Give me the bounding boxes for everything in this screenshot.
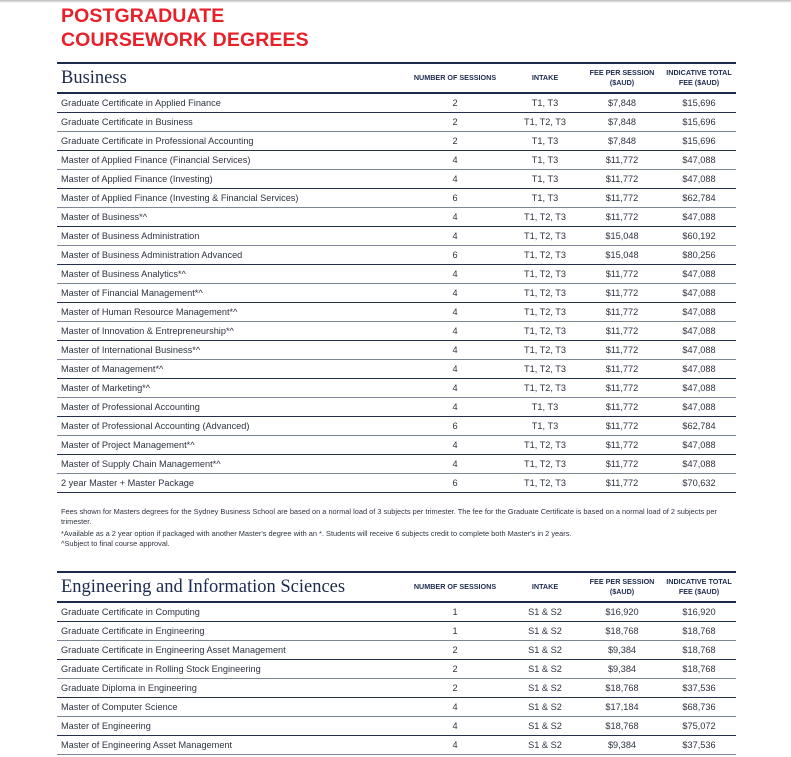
fee-per-session-cell: $11,772 xyxy=(605,212,639,222)
intake-cell: T1, T2, T3 xyxy=(523,345,567,355)
table-row xyxy=(57,602,736,622)
total-fee-cell: $47,088 xyxy=(682,326,716,336)
column-header-sessions: NUMBER OF SESSIONS xyxy=(413,73,497,82)
intake-cell: T1, T2, T3 xyxy=(523,307,567,317)
table-row xyxy=(57,151,736,170)
course-name-cell: Master of Business Analytics*^ xyxy=(61,269,186,279)
total-fee-cell: $47,088 xyxy=(682,383,716,393)
course-name-cell: Master of Engineering Asset Management xyxy=(61,740,233,750)
course-name-cell: Master of Human Resource Management*^ xyxy=(61,307,238,317)
course-name-cell: Master of Business*^ xyxy=(61,212,148,222)
table-row xyxy=(57,208,736,227)
total-fee-cell: $80,256 xyxy=(682,250,716,260)
course-name-cell: Master of Applied Finance (Investing) xyxy=(61,174,213,184)
intake-cell: S1 & S2 xyxy=(528,607,562,617)
sessions-cell: 4 xyxy=(452,740,458,750)
fee-per-session-cell: $11,772 xyxy=(605,193,639,203)
fee-per-session-cell: $7,848 xyxy=(607,98,637,108)
fee-per-session-cell: $18,768 xyxy=(605,626,639,636)
intake-cell: T1, T2, T3 xyxy=(523,459,567,469)
fee-per-session-cell: $11,772 xyxy=(605,345,639,355)
course-name-cell: Graduate Diploma in Engineering xyxy=(61,683,197,693)
fee-per-session-cell: $9,384 xyxy=(607,740,637,750)
sessions-cell: 4 xyxy=(452,345,458,355)
total-fee-cell: $37,536 xyxy=(682,740,716,750)
intake-cell: T1, T2, T3 xyxy=(523,117,567,127)
fee-per-session-cell: $15,048 xyxy=(605,250,639,260)
course-name-cell: Graduate Certificate in Engineering xyxy=(61,626,205,636)
table-row xyxy=(57,698,736,717)
sessions-cell: 6 xyxy=(452,478,458,488)
intake-cell: T1, T2, T3 xyxy=(523,326,567,336)
total-fee-cell: $15,696 xyxy=(682,98,716,108)
total-fee-cell: $68,736 xyxy=(682,702,716,712)
column-header-sessions: NUMBER OF SESSIONS xyxy=(413,582,497,591)
intake-cell: S1 & S2 xyxy=(528,645,562,655)
course-name-cell: Master of Project Management*^ xyxy=(61,440,195,450)
sessions-cell: 6 xyxy=(452,193,458,203)
intake-cell: T1, T2, T3 xyxy=(523,288,567,298)
intake-cell: S1 & S2 xyxy=(528,702,562,712)
total-fee-cell: $47,088 xyxy=(682,307,716,317)
fee-per-session-cell: $11,772 xyxy=(605,440,639,450)
course-name-cell: Master of Management*^ xyxy=(61,364,164,374)
table-row xyxy=(57,93,736,113)
column-header-total-fee: INDICATIVE TOTAL FEE ($AUD) xyxy=(666,68,732,87)
course-name-cell: Master of Professional Accounting (Advanced) xyxy=(61,421,250,431)
sessions-cell: 4 xyxy=(452,364,458,374)
course-name-cell: Master of Business Administration xyxy=(61,231,200,241)
column-header-fee-per-session: FEE PER SESSION ($AUD) xyxy=(589,577,655,596)
intake-cell: T1, T2, T3 xyxy=(523,212,567,222)
sessions-cell: 4 xyxy=(452,702,458,712)
total-fee-cell: $47,088 xyxy=(682,440,716,450)
intake-cell: T1, T2, T3 xyxy=(523,478,567,488)
total-fee-cell: $16,920 xyxy=(682,607,716,617)
intake-cell: S1 & S2 xyxy=(528,664,562,674)
table-row xyxy=(57,455,736,474)
total-fee-cell: $62,784 xyxy=(682,193,716,203)
course-name-cell: Graduate Certificate in Engineering Asset Management xyxy=(61,645,286,655)
business-footnotes xyxy=(61,507,741,549)
course-name-cell: Master of Professional Accounting xyxy=(61,402,200,412)
intake-cell: T1, T3 xyxy=(531,193,559,203)
course-name-cell: 2 year Master + Master Package xyxy=(61,478,195,488)
intake-cell: S1 & S2 xyxy=(528,626,562,636)
fee-per-session-cell: $11,772 xyxy=(605,364,639,374)
table-row xyxy=(57,227,736,246)
course-name-cell: Master of Business Administration Advanced xyxy=(61,250,243,260)
fee-per-session-cell: $9,384 xyxy=(607,645,637,655)
footnote-caret: ^Subject to final course approval. xyxy=(61,539,170,548)
sessions-cell: 1 xyxy=(452,626,458,636)
course-name-cell: Master of Financial Management*^ xyxy=(61,288,203,298)
course-name-cell: Master of International Business*^ xyxy=(61,345,201,355)
table-row xyxy=(57,436,736,455)
sessions-cell: 6 xyxy=(452,421,458,431)
course-name-cell: Master of Engineering xyxy=(61,721,151,731)
fee-per-session-cell: $16,920 xyxy=(605,607,639,617)
page-title-line-1: POSTGRADUATE xyxy=(61,5,225,27)
table-row xyxy=(57,717,736,736)
fee-per-session-cell: $11,772 xyxy=(605,402,639,412)
intake-cell: S1 & S2 xyxy=(528,721,562,731)
total-fee-cell: $75,072 xyxy=(682,721,716,731)
intake-cell: T1, T2, T3 xyxy=(523,383,567,393)
sessions-cell: 4 xyxy=(452,440,458,450)
course-name-cell: Graduate Certificate in Professional Accounting xyxy=(61,136,254,146)
table-row xyxy=(57,189,736,208)
sessions-cell: 4 xyxy=(452,269,458,279)
table-row xyxy=(57,265,736,284)
total-fee-cell: $47,088 xyxy=(682,345,716,355)
fee-per-session-cell: $11,772 xyxy=(605,174,639,184)
fee-per-session-cell: $11,772 xyxy=(605,459,639,469)
table-header-row xyxy=(57,63,736,93)
table-row xyxy=(57,322,736,341)
sessions-cell: 2 xyxy=(452,136,458,146)
table-row xyxy=(57,284,736,303)
course-name-cell: Graduate Certificate in Rolling Stock Engineering xyxy=(61,664,261,674)
table-row xyxy=(57,113,736,132)
sessions-cell: 2 xyxy=(452,645,458,655)
fee-per-session-cell: $18,768 xyxy=(605,721,639,731)
sessions-cell: 2 xyxy=(452,98,458,108)
total-fee-cell: $47,088 xyxy=(682,174,716,184)
total-fee-cell: $37,536 xyxy=(682,683,716,693)
sessions-cell: 6 xyxy=(452,250,458,260)
fee-per-session-cell: $11,772 xyxy=(605,288,639,298)
engineering-fees-table xyxy=(57,571,736,755)
table-row xyxy=(57,132,736,151)
table-row xyxy=(57,246,736,265)
fee-per-session-cell: $15,048 xyxy=(605,231,639,241)
intake-cell: T1, T3 xyxy=(531,155,559,165)
column-header-total-fee: INDICATIVE TOTAL FEE ($AUD) xyxy=(666,577,732,596)
course-name-cell: Graduate Certificate in Computing xyxy=(61,607,200,617)
intake-cell: T1, T3 xyxy=(531,136,559,146)
sessions-cell: 2 xyxy=(452,664,458,674)
page-title-line-2: COURSEWORK DEGREES xyxy=(61,29,309,51)
total-fee-cell: $18,768 xyxy=(682,626,716,636)
business-section xyxy=(57,62,736,493)
total-fee-cell: $47,088 xyxy=(682,402,716,412)
intake-cell: S1 & S2 xyxy=(528,683,562,693)
intake-cell: T1, T3 xyxy=(531,421,559,431)
intake-cell: T1, T3 xyxy=(531,174,559,184)
total-fee-cell: $47,088 xyxy=(682,459,716,469)
sessions-cell: 2 xyxy=(452,683,458,693)
intake-cell: T1, T2, T3 xyxy=(523,250,567,260)
table-row xyxy=(57,398,736,417)
table-row xyxy=(57,679,736,698)
total-fee-cell: $47,088 xyxy=(682,288,716,298)
total-fee-cell: $60,192 xyxy=(682,231,716,241)
fee-per-session-cell: $11,772 xyxy=(605,269,639,279)
table-row xyxy=(57,341,736,360)
sessions-cell: 4 xyxy=(452,307,458,317)
fee-per-session-cell: $17,184 xyxy=(605,702,639,712)
course-name-cell: Graduate Certificate in Business xyxy=(61,117,193,127)
footnote-asterisk: *Available as a 2 year option if packaged with another Master's degree with an *. Students will receive 6 subjects credit to complete both Master's in 2 years. xyxy=(61,529,572,538)
section-heading-business: Business xyxy=(61,68,127,88)
footnote-fee-basis: Fees shown for Masters degrees for the Sydney Business School are based on a normal load of 3 subjects per trimester. The fee for the Graduate Certificate is based on a normal load of 2 subjects per trimester. xyxy=(61,507,717,526)
sessions-cell: 4 xyxy=(452,174,458,184)
table-row xyxy=(57,303,736,322)
sessions-cell: 4 xyxy=(452,288,458,298)
table-row xyxy=(57,641,736,660)
sessions-cell: 4 xyxy=(452,459,458,469)
intake-cell: T1, T2, T3 xyxy=(523,269,567,279)
fee-per-session-cell: $11,772 xyxy=(605,326,639,336)
fee-per-session-cell: $11,772 xyxy=(605,383,639,393)
intake-cell: T1, T3 xyxy=(531,98,559,108)
intake-cell: T1, T2, T3 xyxy=(523,364,567,374)
fee-per-session-cell: $11,772 xyxy=(605,307,639,317)
fee-per-session-cell: $9,384 xyxy=(607,664,637,674)
course-name-cell: Master of Innovation & Entrepreneurship*^ xyxy=(61,326,234,336)
table-row xyxy=(57,474,736,493)
column-header-intake: INTAKE xyxy=(531,582,559,591)
total-fee-cell: $18,768 xyxy=(682,645,716,655)
page-title xyxy=(61,4,309,52)
sessions-cell: 2 xyxy=(452,117,458,127)
course-name-cell: Master of Computer Science xyxy=(61,702,178,712)
total-fee-cell: $62,784 xyxy=(682,421,716,431)
fee-per-session-cell: $18,768 xyxy=(605,683,639,693)
sessions-cell: 4 xyxy=(452,383,458,393)
engineering-table-body xyxy=(57,602,736,755)
course-name-cell: Master of Applied Finance (Investing & Financial Services) xyxy=(61,193,299,203)
top-edge-shadow xyxy=(0,0,791,3)
fee-per-session-cell: $7,848 xyxy=(607,117,637,127)
course-name-cell: Graduate Certificate in Applied Finance xyxy=(61,98,221,108)
total-fee-cell: $47,088 xyxy=(682,155,716,165)
fee-per-session-cell: $7,848 xyxy=(607,136,637,146)
intake-cell: S1 & S2 xyxy=(528,740,562,750)
course-name-cell: Master of Supply Chain Management*^ xyxy=(61,459,221,469)
course-name-cell: Master of Marketing*^ xyxy=(61,383,151,393)
fee-per-session-cell: $11,772 xyxy=(605,478,639,488)
table-row xyxy=(57,379,736,398)
total-fee-cell: $15,696 xyxy=(682,136,716,146)
sessions-cell: 4 xyxy=(452,402,458,412)
fee-per-session-cell: $11,772 xyxy=(605,421,639,431)
sessions-cell: 4 xyxy=(452,721,458,731)
course-name-cell: Master of Applied Finance (Financial Services) xyxy=(61,155,251,165)
column-header-fee-per-session: FEE PER SESSION ($AUD) xyxy=(589,68,655,87)
total-fee-cell: $47,088 xyxy=(682,364,716,374)
column-header-intake: INTAKE xyxy=(531,73,559,82)
fee-per-session-cell: $11,772 xyxy=(605,155,639,165)
sessions-cell: 4 xyxy=(452,212,458,222)
business-table-body xyxy=(57,93,736,493)
table-row xyxy=(57,622,736,641)
table-row xyxy=(57,360,736,379)
total-fee-cell: $70,632 xyxy=(682,478,716,488)
business-fees-table xyxy=(57,62,736,493)
section-heading-engineering: Engineering and Information Sciences xyxy=(61,577,346,597)
total-fee-cell: $47,088 xyxy=(682,212,716,222)
total-fee-cell: $15,696 xyxy=(682,117,716,127)
sessions-cell: 4 xyxy=(452,155,458,165)
sessions-cell: 1 xyxy=(452,607,458,617)
table-row xyxy=(57,736,736,755)
total-fee-cell: $18,768 xyxy=(682,664,716,674)
intake-cell: T1, T2, T3 xyxy=(523,231,567,241)
sessions-cell: 4 xyxy=(452,326,458,336)
table-header-row xyxy=(57,572,736,602)
intake-cell: T1, T3 xyxy=(531,402,559,412)
total-fee-cell: $47,088 xyxy=(682,269,716,279)
engineering-section xyxy=(57,571,736,755)
table-row xyxy=(57,170,736,189)
table-row xyxy=(57,660,736,679)
sessions-cell: 4 xyxy=(452,231,458,241)
intake-cell: T1, T2, T3 xyxy=(523,440,567,450)
table-row xyxy=(57,417,736,436)
